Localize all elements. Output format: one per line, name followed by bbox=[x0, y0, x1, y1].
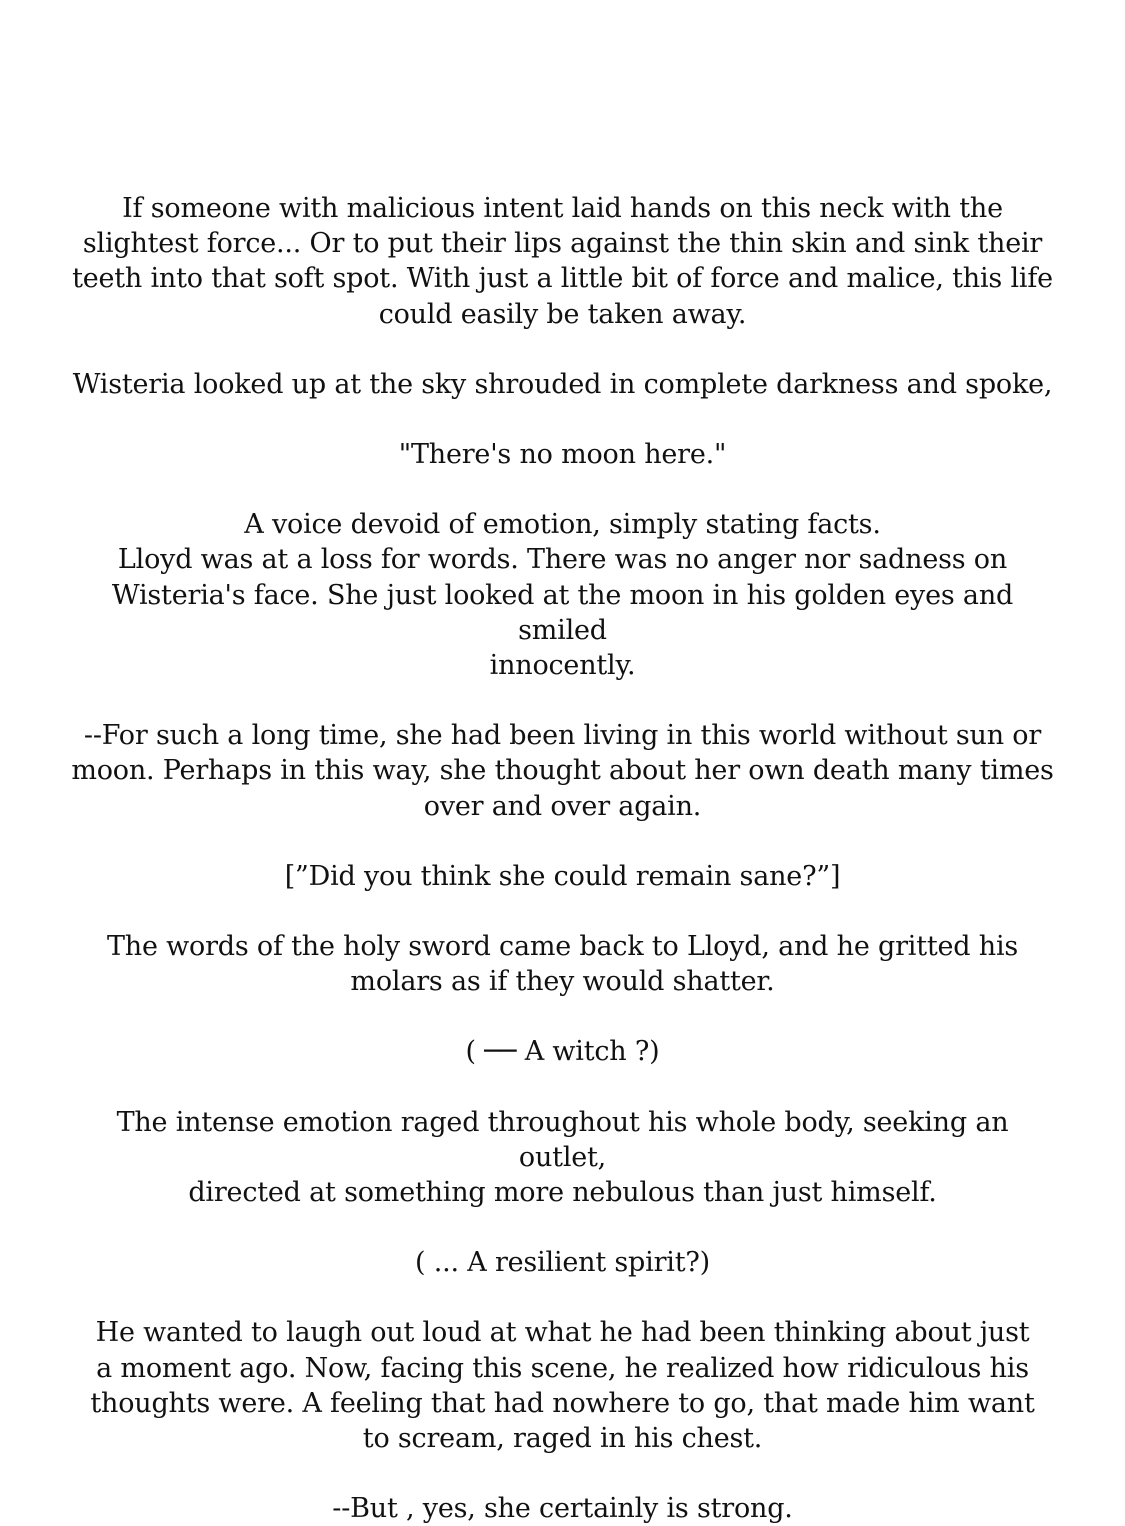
text-line: innocently. bbox=[489, 650, 636, 682]
paragraph bbox=[70, 718, 1055, 824]
text-line: directed at something more nebulous than just himself. bbox=[188, 1177, 937, 1209]
text-line: teeth into that soft spot. With just a little bit of force and malice, this life bbox=[72, 263, 1053, 295]
paragraph bbox=[70, 191, 1055, 332]
text-line: --For such a long time, she had been living in this world without sun or bbox=[83, 720, 1042, 752]
text-line: could easily be taken away. bbox=[378, 298, 747, 330]
text-line: He wanted to laugh out loud at what he had been thinking about just bbox=[95, 1317, 1030, 1349]
text-line: Wisteria's face. She just looked at the moon in his golden eyes and smiled bbox=[111, 579, 1014, 646]
paragraph bbox=[70, 367, 1055, 402]
dialogue-line bbox=[70, 437, 1055, 472]
text-line: --But , yes, she certainly is strong. bbox=[332, 1493, 793, 1525]
paragraph bbox=[70, 1491, 1055, 1526]
text-line: The intense emotion raged throughout his whole body, seeking an outlet, bbox=[116, 1106, 1009, 1173]
story-text bbox=[70, 191, 1055, 1526]
paragraph bbox=[70, 1105, 1055, 1211]
text-line: Lloyd was at a loss for words. There was no anger nor sadness on bbox=[117, 544, 1008, 576]
text-line: "There's no moon here." bbox=[398, 439, 727, 471]
text-line: If someone with malicious intent laid hands on this neck with the bbox=[122, 193, 1003, 224]
text-line: molars as if they would shatter. bbox=[350, 966, 775, 998]
text-line: ( ── A witch ?) bbox=[465, 1036, 660, 1068]
paragraph bbox=[70, 929, 1055, 999]
inner-thought bbox=[70, 1245, 1055, 1280]
text-line: a moment ago. Now, facing this scene, he realized how ridiculous his bbox=[96, 1352, 1029, 1384]
text-line: [”Did you think she could remain sane?”] bbox=[284, 860, 841, 892]
text-line: Wisteria looked up at the sky shrouded in complete darkness and spoke, bbox=[72, 368, 1053, 400]
paragraph bbox=[70, 507, 1055, 683]
text-line: slightest force... Or to put their lips against the thin skin and sink their bbox=[82, 228, 1043, 260]
paragraph bbox=[70, 1315, 1055, 1456]
text-line: ( ... A resilient spirit?) bbox=[415, 1247, 710, 1279]
dialogue-line bbox=[70, 859, 1055, 894]
text-line: moon. Perhaps in this way, she thought about her own death many times bbox=[71, 755, 1054, 787]
text-line: The words of the holy sword came back to Lloyd, and he gritted his bbox=[106, 931, 1019, 963]
text-line: thoughts were. A feeling that had nowhere to go, that made him want bbox=[90, 1387, 1035, 1419]
inner-thought bbox=[70, 1034, 1055, 1069]
text-line: A voice devoid of emotion, simply stating facts. bbox=[244, 509, 881, 541]
text-line: over and over again. bbox=[423, 790, 702, 822]
text-line: to scream, raged in his chest. bbox=[362, 1423, 763, 1455]
